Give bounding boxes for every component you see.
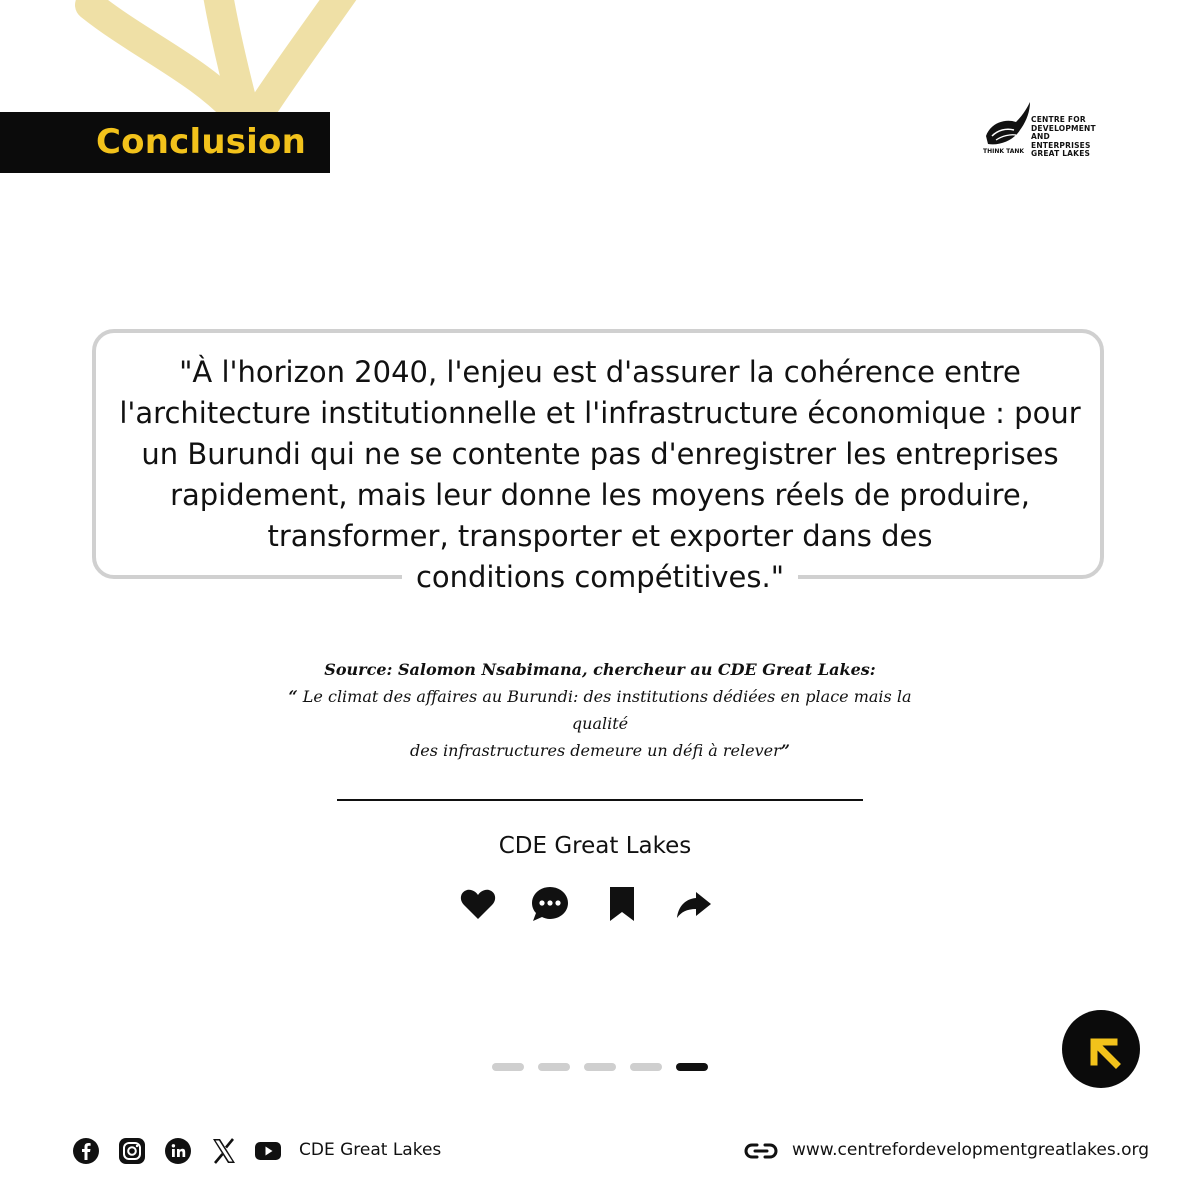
author-name: CDE Great Lakes xyxy=(498,833,692,859)
open-quote-mark: “ xyxy=(288,687,298,706)
decorative-burst xyxy=(0,0,360,120)
share-icon[interactable] xyxy=(674,884,714,924)
post-actions xyxy=(458,884,718,924)
quote-body: "À l'horizon 2040, l'enjeu est d'assurer la cohérence entre l'architecture institutionnelle et l'infrastructure économique : pour un Burundi qui ne se contente pas d'enregistrer les entreprises rapidement, mais leur donne les moyens réels de produire, transformer, transporter et exporter dans des xyxy=(119,355,1081,553)
source-title: Source: Salomon Nsabimana, chercheur au CDE Great Lakes: xyxy=(324,660,876,679)
comment-icon[interactable] xyxy=(530,884,570,924)
divider-line xyxy=(337,799,863,801)
close-quote-mark: ” xyxy=(780,741,790,760)
instagram-icon[interactable] xyxy=(118,1137,146,1165)
section-heading xyxy=(0,112,330,173)
page-dot-5[interactable] xyxy=(676,1063,708,1071)
back-arrow-button[interactable] xyxy=(1062,1010,1140,1088)
page-dot-1[interactable] xyxy=(492,1063,524,1071)
facebook-icon[interactable] xyxy=(72,1137,100,1165)
page-dot-2[interactable] xyxy=(538,1063,570,1071)
source-line-2 xyxy=(260,737,940,764)
linkedin-icon[interactable] xyxy=(164,1137,192,1165)
link-icon xyxy=(744,1141,778,1161)
section-heading-label: Conclusion xyxy=(96,122,306,162)
pagination-dots xyxy=(492,1063,712,1071)
logo-tagline: THINK TANK xyxy=(983,148,1025,155)
page-dot-3[interactable] xyxy=(584,1063,616,1071)
footer-org-name: CDE Great Lakes xyxy=(299,1140,442,1160)
source-line-1 xyxy=(260,683,940,737)
logo-org-name: CENTRE FOR DEVELOPMENT AND ENTERPRISES GREAT LAKES xyxy=(1031,115,1096,159)
source-citation xyxy=(260,656,940,764)
heart-icon[interactable] xyxy=(458,884,498,924)
source-text-2: des infrastructures demeure un défi à relever xyxy=(410,741,781,760)
bookmark-icon[interactable] xyxy=(602,884,642,924)
youtube-icon[interactable] xyxy=(254,1137,282,1165)
x-icon[interactable] xyxy=(210,1137,238,1165)
arrow-up-left-icon xyxy=(1062,1010,1140,1088)
quote-text xyxy=(105,352,1095,598)
page-dot-4[interactable] xyxy=(630,1063,662,1071)
source-text-1: Le climat des affaires au Burundi: des institutions dédiées en place mais la qualité xyxy=(302,687,912,733)
website-link[interactable]: www.centrefordevelopmentgreatlakes.org xyxy=(792,1140,1150,1160)
quote-last-line: conditions compétitives." xyxy=(402,557,798,598)
